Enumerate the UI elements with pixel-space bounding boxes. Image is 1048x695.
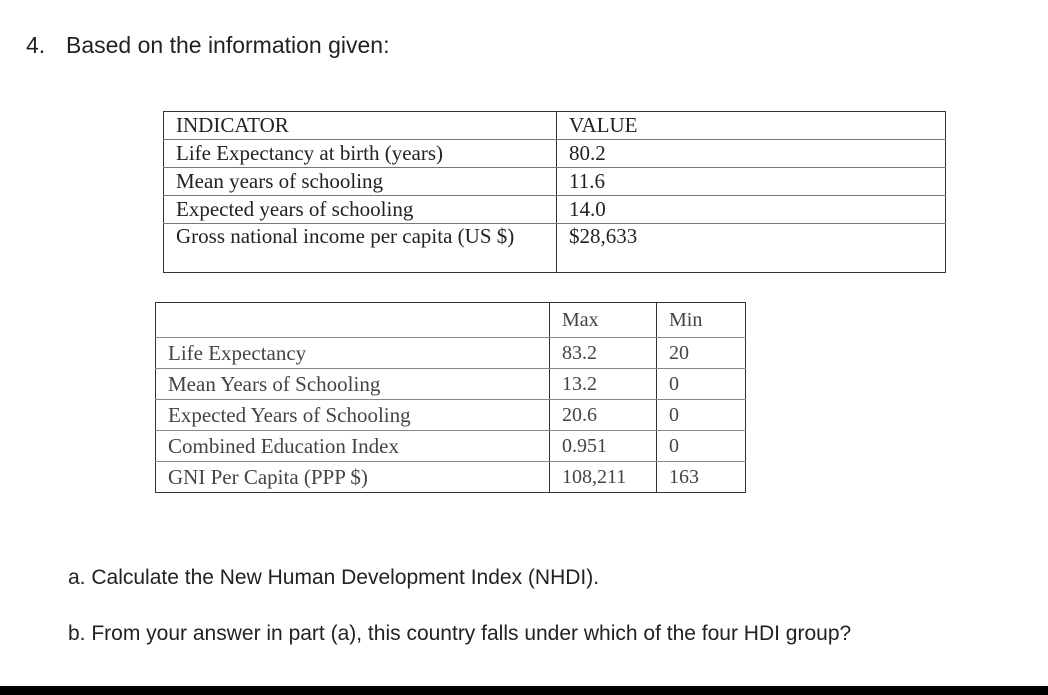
sub-question-a: a. Calculate the New Human Development Index (NHDI).	[68, 566, 600, 589]
row-label: Combined Education Index	[156, 431, 550, 462]
row-label: GNI Per Capita (PPP $)	[156, 462, 550, 493]
table-row	[156, 369, 746, 400]
table-row	[164, 168, 946, 196]
question-text: Based on the information given:	[66, 32, 390, 58]
indicator-value: $28,633	[569, 224, 638, 248]
table-header-row	[164, 112, 946, 140]
indicator-value: 11.6	[557, 168, 946, 196]
table-header-row	[156, 303, 746, 338]
header-blank	[156, 303, 550, 338]
max-value: 0.951	[550, 431, 657, 462]
indicator-table	[163, 111, 946, 273]
table-row	[156, 462, 746, 493]
max-value: 83.2	[550, 338, 657, 369]
table-row	[156, 338, 746, 369]
table-row	[164, 140, 946, 168]
max-value: 13.2	[550, 369, 657, 400]
min-value: 0	[657, 400, 746, 431]
row-label: Mean Years of Schooling	[156, 369, 550, 400]
table-row	[164, 224, 946, 273]
indicator-label: Mean years of schooling	[164, 168, 557, 196]
min-value: 0	[657, 431, 746, 462]
header-min: Min	[657, 303, 746, 338]
table-row	[156, 431, 746, 462]
row-label: Expected Years of Schooling	[156, 400, 550, 431]
bottom-border-bar	[0, 686, 1048, 695]
min-value: 163	[669, 466, 699, 488]
indicator-value: 80.2	[557, 140, 946, 168]
min-value: 20	[657, 338, 746, 369]
indicator-label: Expected years of schooling	[164, 196, 557, 224]
max-value: 20.6	[550, 400, 657, 431]
header-indicator: INDICATOR	[164, 112, 557, 140]
indicator-label: Life Expectancy at birth (years)	[164, 140, 557, 168]
table-row	[164, 196, 946, 224]
maxmin-table	[155, 302, 746, 493]
table-row	[156, 400, 746, 431]
question-number: 4.	[26, 32, 46, 58]
header-value: VALUE	[557, 112, 946, 140]
question-heading	[26, 32, 389, 59]
header-max: Max	[550, 303, 657, 338]
max-value: 108,211	[550, 462, 657, 493]
row-label: Life Expectancy	[156, 338, 550, 369]
min-value: 0	[657, 369, 746, 400]
indicator-label: Gross national income per capita (US $)	[164, 224, 557, 273]
sub-question-b: b. From your answer in part (a), this country falls under which of the four HDI group?	[68, 622, 852, 645]
indicator-value: 14.0	[557, 196, 946, 224]
